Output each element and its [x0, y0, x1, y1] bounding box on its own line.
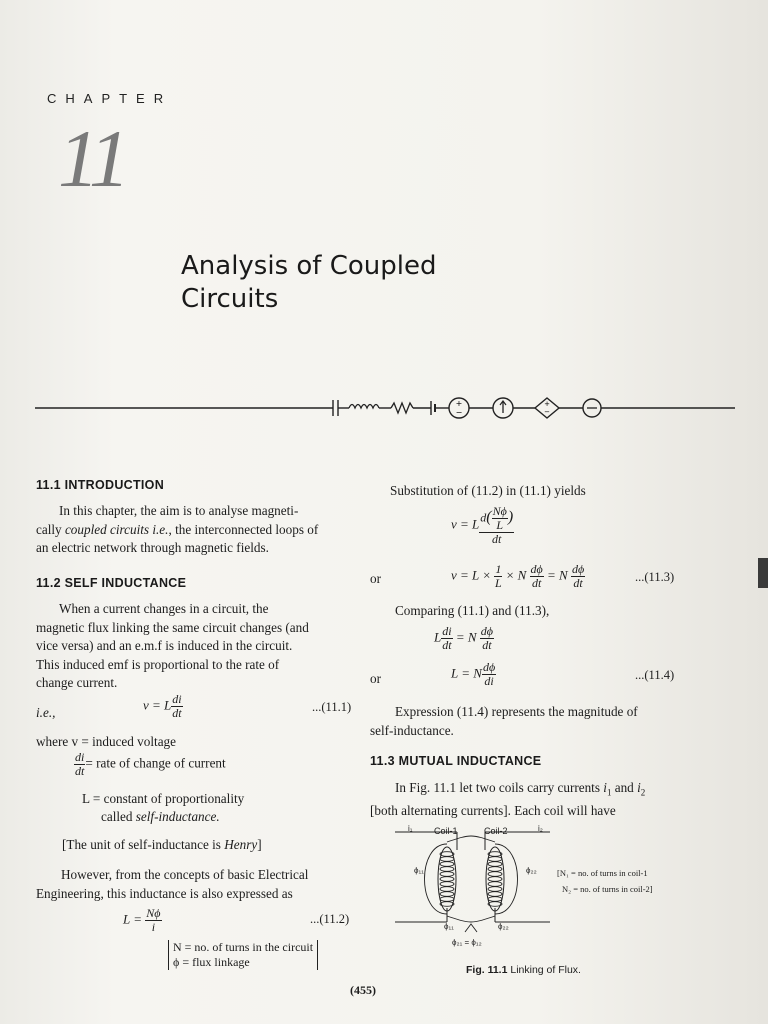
self-line-2: magnetic flux linking the same circuit changes (and: [36, 619, 309, 635]
figure-label-phi22: ϕ₂₂: [526, 866, 537, 875]
figure-label-i1: i₁: [408, 824, 413, 833]
ac-source-icon: [583, 399, 601, 417]
book-edge-tab: [758, 558, 768, 588]
equation-comparison: L $\frac{di}{dt}$ = N $\frac{d\phi}{dt}$: [434, 624, 493, 652]
svg-text:+: +: [544, 400, 550, 408]
equation-11-1-number: ...(11.1): [312, 700, 352, 714]
resistor-icon: [391, 403, 413, 413]
figure-label-i2: i₂: [538, 824, 543, 833]
comparing-line: Comparing (11.1) and (11.3),: [395, 603, 550, 618]
figure-label-coil-2: Coil-2: [484, 826, 508, 836]
figure-note-n1: [N₁ = no. of turns in coil-1: [557, 868, 648, 878]
coupled-coils-figure: [395, 822, 555, 952]
self-line-3: vice versa) and an e.m.f is induced in the circuit.: [36, 638, 293, 654]
current-source-icon: [493, 398, 513, 418]
flux-loop-11: [425, 844, 448, 914]
where-line-2: $\frac{di}{dt}$ = rate of change of current: [75, 750, 226, 778]
expression-paragraph: Expression (11.4) represents the magnitude of self-inductance.: [370, 704, 638, 738]
battery-icon: [431, 401, 435, 415]
mutual-paragraph: In Fig. 11.1 let two coils carry currents $i_1$ and $i_2$ [both alternating currents]. Each coil will have: [370, 780, 646, 819]
figure-caption: Fig. 11.1 Linking of Flux.: [466, 964, 581, 976]
chapter-label: CHAPTER: [47, 91, 173, 106]
where-line-4: called self-inductance.: [101, 809, 220, 824]
intro-line-2: cally coupled circuits i.e., the interconnected loops of: [36, 521, 319, 537]
figure-label-coil-1: Coil-1: [434, 826, 458, 836]
figure-label-phi22-bottom: ϕ₂₂: [498, 922, 509, 931]
equation-11-2-number: ...(11.2): [310, 912, 350, 926]
intro-line-3: an electric network through magnetic fields.: [36, 540, 269, 556]
equation-11-3: v = L × $\frac{1}{L}$ × N $\frac{d\phi}{dt}$ = N $\frac{d\phi}{dt}$: [451, 562, 585, 590]
section-heading-mutual-inductance: 11.3 MUTUAL INDUCTANCE: [370, 754, 542, 768]
or-label-2: or: [370, 671, 381, 686]
section-heading-introduction: 11.1 INTRODUCTION: [36, 478, 165, 492]
inductor-icon: [349, 405, 379, 409]
self-line-5: change current.: [36, 675, 118, 691]
intro-line-1: In this chapter, the aim is to analyse magneti-: [59, 503, 299, 518]
notation-bracket: N = no. of turns in the circuit ϕ = flux linkage: [168, 940, 318, 970]
circuit-divider: [35, 396, 735, 420]
equation-11-4-number: ...(11.4): [635, 668, 675, 682]
figure-label-phi11-bottom: ϕ₁₁: [444, 922, 454, 931]
self-line-4: This induced emf is proportional to the rate of: [36, 656, 280, 672]
self-inductance-paragraph: [36, 600, 349, 693]
section-heading-self-inductance: 11.2 SELF INDUCTANCE: [36, 576, 187, 590]
page-number: (455): [350, 983, 376, 997]
svg-text:−: −: [544, 408, 550, 416]
ie-label: i.e.,: [36, 705, 56, 720]
figure-label-phi21: ϕ₂₁ = ϕ₁₂: [452, 938, 482, 947]
equation-substitution: v = L d( $\frac{N\phi}{L}$ ) dt: [451, 504, 514, 546]
figure-note-n2: N₂ = no. of turns in coil-2]: [562, 884, 653, 894]
substitution-line: Substitution of (11.2) in (11.1) yields: [390, 483, 586, 498]
where-line-1: where v = induced voltage: [36, 734, 176, 749]
equation-11-3-number: ...(11.3): [635, 570, 675, 584]
chapter-title: [181, 250, 481, 316]
self-line-1: When a current changes in a circuit, the: [59, 601, 269, 616]
where-line-3: L = constant of proportionality: [82, 791, 245, 806]
svg-text:+: +: [455, 399, 463, 408]
figure-label-phi11: ϕ₁₁: [414, 866, 424, 875]
intro-paragraph: [36, 502, 349, 558]
or-label-1: or: [370, 571, 381, 586]
coil-2-winding: [486, 847, 504, 911]
equation-11-4: L = N $\frac{d\phi}{di}$: [451, 660, 496, 688]
unit-line: [The unit of self-inductance is Henry]: [62, 837, 262, 852]
equation-11-2: L = $\frac{N\phi}{i}$: [123, 906, 161, 934]
svg-text:−: −: [455, 408, 463, 417]
dependent-source-icon: [535, 398, 559, 418]
capacitor-icon: [333, 400, 338, 416]
chapter-title-text: Analysis of Coupled Circuits: [181, 251, 437, 314]
chapter-number: 11: [58, 113, 126, 204]
voltage-source-icon: [449, 398, 469, 418]
flux-loop-22: [495, 844, 518, 914]
equation-11-1: v = L $\frac{di}{dt}$: [143, 692, 182, 720]
however-paragraph: However, from the concepts of basic Electrical Engineering, this inductance is also expressed as: [36, 867, 309, 901]
coil-1-winding: [438, 847, 456, 911]
